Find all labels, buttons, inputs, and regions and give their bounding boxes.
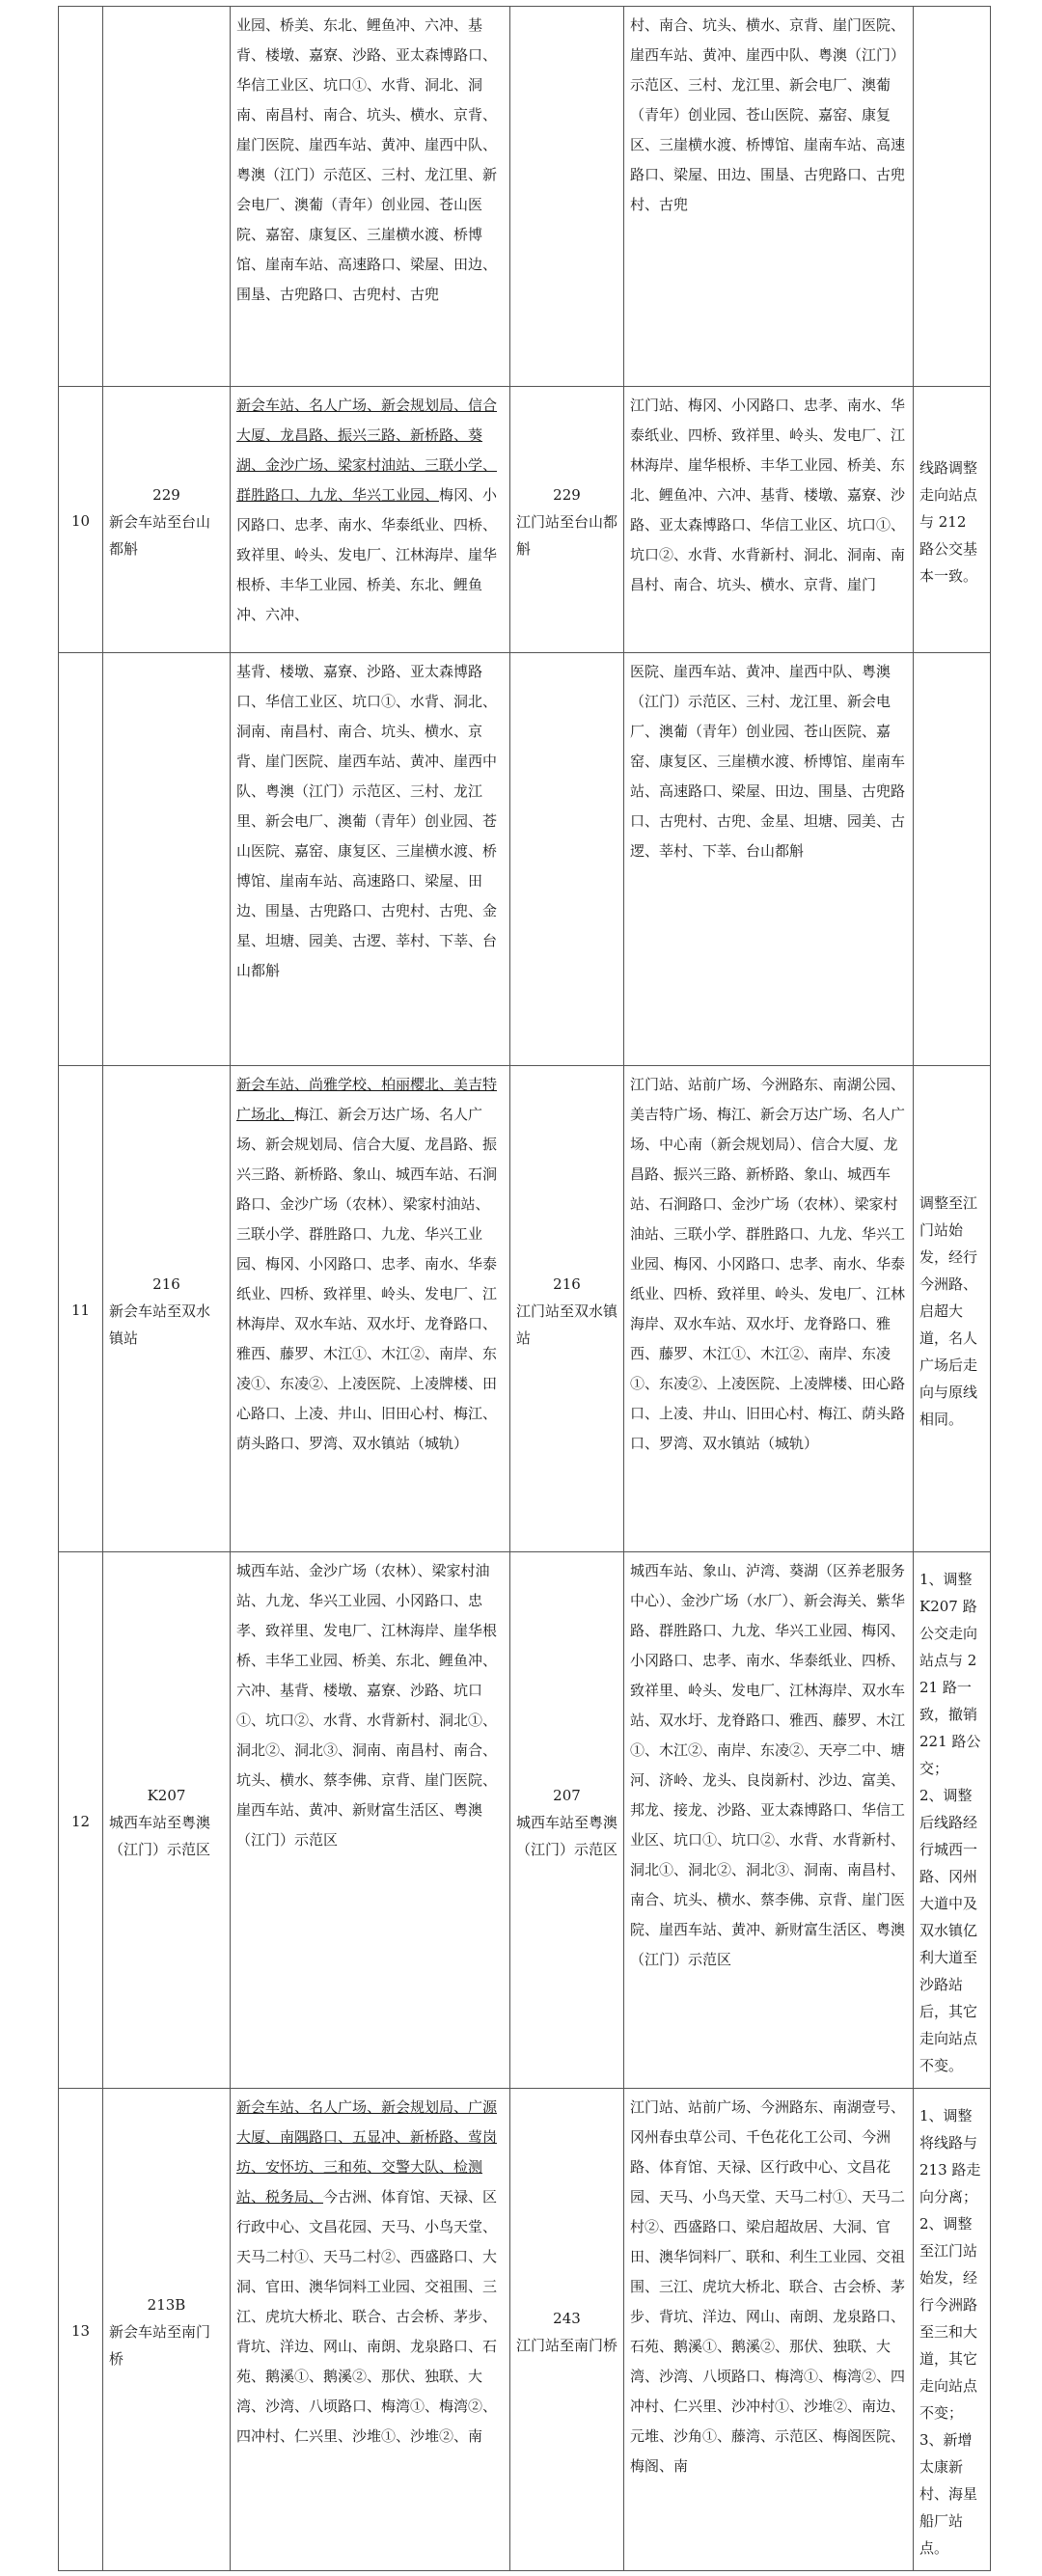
old-route-code: K207 bbox=[147, 1786, 186, 1804]
note-cell bbox=[914, 7, 991, 387]
old-stops-cell bbox=[231, 1552, 510, 2089]
new-route-cell bbox=[510, 1552, 624, 2089]
table-row bbox=[59, 1552, 991, 2089]
table-row bbox=[59, 2089, 991, 2571]
old-stops: 城西车站、金沙广场（农林）、梁家村油站、九龙、华兴工业园、小冈路口、忠孝、致祥里、发电厂、江林海岸、崖华根桥、丰华工业园、桥美、东北、鲤鱼冲、六冲、基背、楼墩、嘉寮、沙路、坑口①、坑口②、水背、水背新村、洞北①、洞北②、洞北③、洞南、南昌村、南合、坑头、横水、蔡李佛、京背、崖门医院、崖西车站、黄冲、新财富生活区、粤澳（江门）示范区 bbox=[236, 1562, 498, 1849]
old-route-code: 213B bbox=[147, 2295, 186, 2314]
old-stops-cell bbox=[231, 387, 510, 653]
old-stops-cell bbox=[231, 7, 510, 387]
row-number: 13 bbox=[59, 2089, 103, 2571]
row-number bbox=[59, 7, 103, 387]
old-stops-underlined: 新会车站、名人广场、新会规划局、信合大厦、龙昌路、振兴三路、新桥路、葵湖、金沙广场、梁家村油站、三联小学、群胜路口、九龙、华兴工业园、 bbox=[236, 397, 498, 504]
row-number bbox=[59, 653, 103, 1066]
old-route-code: 229 bbox=[152, 485, 180, 504]
old-route-name: 新会车站至台山都斛 bbox=[109, 512, 211, 558]
old-stops-cell bbox=[231, 1066, 510, 1552]
new-route-name: 城西车站至粤澳（江门）示范区 bbox=[516, 1813, 618, 1858]
new-route-code: 243 bbox=[553, 2309, 581, 2327]
table-row bbox=[59, 7, 991, 387]
old-stops: 业园、桥美、东北、鲤鱼冲、六冲、基背、楼墩、嘉寮、沙路、亚太森博路口、华信工业区、坑口①、水背、洞北、洞南、南昌村、南合、坑头、横水、京背、崖门医院、崖西车站、黄冲、崖西中队、粤澳（江门）示范区、三村、龙江里、新会电厂、澳葡（青年）创业园、苍山医院、嘉窑、康复区、三崖横水渡、桥博馆、崖南车站、高速路口、梁屋、田边、围垦、古兜路口、古兜村、古兜 bbox=[236, 16, 498, 303]
new-stops-cell: 村、南合、坑头、横水、京背、崖门医院、崖西车站、黄冲、崖西中队、粤澳（江门）示范区、三村、龙江里、新会电厂、澳葡（青年）创业园、苍山医院、嘉窑、康复区、三崖横水渡、桥博馆、崖南车站、高速路口、梁屋、田边、围垦、古兜路口、古兜村、古兜 bbox=[624, 7, 914, 387]
route-adjustment-table bbox=[58, 6, 991, 2571]
new-route-cell bbox=[510, 1066, 624, 1552]
new-route-cell bbox=[510, 387, 624, 653]
new-stops-cell: 城西车站、象山、泸湾、葵湖（区养老服务中心）、金沙广场（水厂）、新会海关、紫华路、群胜路口、九龙、华兴工业园、梅冈、小冈路口、忠孝、南水、华泰纸业、四桥、致祥里、岭头、发电厂、江林海岸、双水车站、双水圩、龙脊路口、雅西、藤罗、木江①、木江②、南岸、东凌②、天亭二中、塘河、济岭、龙头、良岗新村、沙边、富美、邦龙、接龙、沙路、亚太森博路口、华信工业区、坑口①、坑口②、水背、水背新村、洞北①、洞北②、洞北③、洞南、南昌村、南合、坑头、横水、蔡李佛、京背、崖门医院、崖西车站、黄冲、新财富生活区、粤澳（江门）示范区 bbox=[624, 1552, 914, 2089]
new-route-cell bbox=[510, 2089, 624, 2571]
new-route-code: 229 bbox=[553, 485, 581, 504]
old-stops-underlined: 新会车站、尚雅学校、柏丽樱北、美吉特广场北、 bbox=[236, 1076, 498, 1123]
new-stops-cell: 江门站、梅冈、小冈路口、忠孝、南水、华泰纸业、四桥、致祥里、岭头、发电厂、江林海岸、崖华根桥、丰华工业园、桥美、东北、鲤鱼冲、六冲、基背、楼墩、嘉寮、沙路、亚太森博路口、华信工业区、坑口①、坑口②、水背、水背新村、洞北、洞南、南昌村、南合、坑头、横水、京背、崖门 bbox=[624, 387, 914, 653]
new-route-name: 江门站至台山都斛 bbox=[516, 512, 618, 558]
new-stops-cell: 江门站、站前广场、今洲路东、南湖公园、美吉特广场、梅江、新会万达广场、名人广场、中心南（新会规划局）、信合大厦、龙昌路、振兴三路、新桥路、象山、城西车站、石涧路口、金沙广场（农林）、梁家村油站、三联小学、群胜路口、九龙、华兴工业园、梅冈、小冈路口、忠孝、南水、华泰纸业、四桥、致祥里、岭头、发电厂、江林海岸、双水车站、双水圩、龙脊路口、雅西、藤罗、木江①、木江②、南岸、东凌①、东凌②、上凌医院、上凌牌楼、田心路口、上凌、井山、旧田心村、梅江、荫头路口、罗湾、双水镇站（城轨） bbox=[624, 1066, 914, 1552]
row-number: 11 bbox=[59, 1066, 103, 1552]
table-row bbox=[59, 387, 991, 653]
new-route-code: 207 bbox=[553, 1786, 581, 1804]
old-route-name: 新会车站至南门桥 bbox=[109, 2322, 211, 2368]
old-route-name: 新会车站至双水镇站 bbox=[109, 1302, 211, 1347]
new-stops-cell: 医院、崖西车站、黄冲、崖西中队、粤澳（江门）示范区、三村、龙江里、新会电厂、澳葡（青年）创业园、苍山医院、嘉窑、康复区、三崖横水渡、桥博馆、崖南车站、高速路口、梁屋、田边、围垦、古兜路口、古兜村、古兜、金星、坦塘、园美、古逻、莘村、下莘、台山都斛 bbox=[624, 653, 914, 1066]
old-route-cell bbox=[103, 2089, 231, 2571]
new-route-name: 江门站至南门桥 bbox=[516, 2336, 618, 2354]
note-cell: 线路调整走向站点与 212 路公交基本一致。 bbox=[914, 387, 991, 653]
old-stops: 今古洲、体育馆、天禄、区行政中心、文昌花园、天马、小鸟天堂、天马二村①、天马二村②、西盛路口、大洞、官田、澳华饲料工业园、交祖围、三江、虎坑大桥北、联合、古会桥、茅步、背坑、洋边、网山、南朗、龙泉路口、石苑、鹅溪①、鹅溪②、那伏、独联、大湾、沙湾、八顷路口、梅湾①、梅湾②、四冲村、仁兴里、沙堆①、沙堆②、南 bbox=[236, 2188, 498, 2445]
old-route-code: 216 bbox=[152, 1274, 180, 1293]
new-route-cell bbox=[510, 7, 624, 387]
new-route-name: 江门站至双水镇站 bbox=[516, 1302, 618, 1347]
old-route-cell bbox=[103, 653, 231, 1066]
old-route-name: 城西车站至粤澳（江门）示范区 bbox=[109, 1813, 211, 1858]
note-cell bbox=[914, 653, 991, 1066]
new-stops-cell: 江门站、站前广场、今洲路东、南湖壹号、冈州春虫草公司、千色花化工公司、今洲路、体育馆、天禄、区行政中心、文昌花园、天马、小鸟天堂、天马二村①、天马二村②、西盛路口、梁启超故居、大洞、官田、澳华饲料厂、联和、利生工业园、交祖围、三江、虎坑大桥北、联合、古会桥、茅步、背坑、洋边、网山、南朗、龙泉路口、石苑、鹅溪①、鹅溪②、那伏、独联、大湾、沙湾、八顷路口、梅湾①、梅湾②、四冲村、仁兴里、沙冲村①、沙堆②、南边、元堆、沙角①、藤湾、示范区、梅阁医院、梅阁、南 bbox=[624, 2089, 914, 2571]
old-route-cell bbox=[103, 1552, 231, 2089]
row-number: 10 bbox=[59, 387, 103, 653]
table-row bbox=[59, 1066, 991, 1552]
note-cell: 调整至江门站始发，经行今洲路、启超大道，名人广场后走向与原线相同。 bbox=[914, 1066, 991, 1552]
table-row bbox=[59, 653, 991, 1066]
note-cell: 1、调整将线路与 213 路走向分离；2、调整至江门站始发，经行今洲路至三和大道，其它走向站点不变； 3、新增太康新村、海星船厂站点。 bbox=[914, 2089, 991, 2571]
old-stops: 梅冈、小冈路口、忠孝、南水、华泰纸业、四桥、致祥里、岭头、发电厂、江林海岸、崖华根桥、丰华工业园、桥美、东北、鲤鱼冲、六冲、 bbox=[236, 486, 498, 623]
old-stops-underlined: 新会车站、名人广场、新会规划局、广源大厦、南隅路口、五显冲、新桥路、莺岗坊、安怀坊、三和苑、交警大队、检测站、税务局、 bbox=[236, 2098, 498, 2206]
new-route-code: 216 bbox=[553, 1274, 581, 1293]
old-stops-cell bbox=[231, 653, 510, 1066]
old-route-cell bbox=[103, 1066, 231, 1552]
old-stops-cell bbox=[231, 2089, 510, 2571]
new-route-cell bbox=[510, 653, 624, 1066]
old-stops: 基背、楼墩、嘉寮、沙路、亚太森博路口、华信工业区、坑口①、水背、洞北、洞南、南昌村、南合、坑头、横水、京背、崖门医院、崖西车站、黄冲、崖西中队、粤澳（江门）示范区、三村、龙江里、新会电厂、澳葡（青年）创业园、苍山医院、嘉窑、康复区、三崖横水渡、桥博馆、崖南车站、高速路口、梁屋、田边、围垦、古兜路口、古兜村、古兜、金星、坦塘、园美、古逻、莘村、下莘、台山都斛 bbox=[236, 663, 498, 979]
old-route-cell bbox=[103, 7, 231, 387]
old-stops: 梅江、新会万达广场、名人广场、新会规划局、信合大厦、龙昌路、振兴三路、新桥路、象山、城西车站、石涧路口、金沙广场（农林）、梁家村油站、三联小学、群胜路口、九龙、华兴工业园、梅冈、小冈路口、忠孝、南水、华泰纸业、四桥、致祥里、岭头、发电厂、江林海岸、双水车站、双水圩、龙脊路口、雅西、藤罗、木江①、木江②、南岸、东凌①、东凌②、上凌医院、上凌牌楼、田心路口、上凌、井山、旧田心村、梅江、荫头路口、罗湾、双水镇站（城轨） bbox=[236, 1106, 498, 1452]
row-number: 12 bbox=[59, 1552, 103, 2089]
note-cell: 1、调整 K207 路公交走向站点与 221 路一致，撤销 221 路公交； 2、调整后线路经行城西一路、冈州大道中及双水镇亿利大道至沙路站后，其它走向站点不变。 bbox=[914, 1552, 991, 2089]
old-route-cell bbox=[103, 387, 231, 653]
